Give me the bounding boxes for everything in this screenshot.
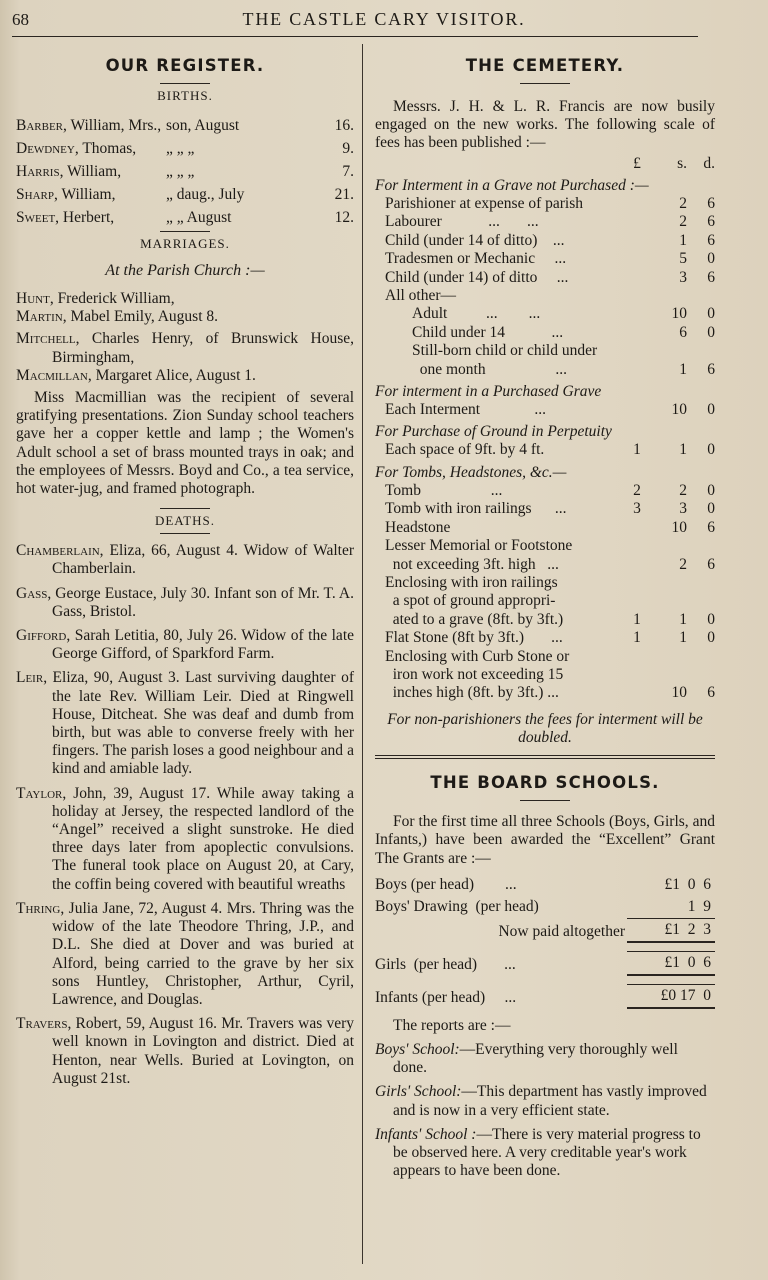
fee-pounds bbox=[615, 537, 659, 555]
header-rule bbox=[12, 36, 698, 37]
birth-name bbox=[16, 137, 166, 160]
marriages-list bbox=[16, 290, 354, 385]
fee-label: Adult ... ... bbox=[412, 305, 541, 323]
fee-pounds bbox=[615, 324, 659, 342]
grant-row bbox=[375, 874, 715, 896]
fee-pence: 0 bbox=[707, 629, 715, 647]
fee-pounds bbox=[615, 232, 659, 250]
grant-label: Infants (per head) ... bbox=[375, 988, 517, 1006]
fee-label: not exceeding 3ft. high ... bbox=[385, 555, 559, 573]
birth-detail: „ „ „ bbox=[166, 140, 195, 157]
death-entry bbox=[16, 542, 354, 578]
fee-section-title: For Purchase of Ground in Perpetuity bbox=[375, 423, 612, 441]
birth-detail: son, August bbox=[166, 117, 240, 134]
section-rule bbox=[375, 755, 715, 759]
fee-pounds bbox=[615, 574, 659, 592]
death-text: , Eliza, 90, August 3. Last surviving daughter of the late Rev. William Leir. Died at Ringwell House, Ditcheat. She was deaf and dumb from birth, but was able to converse freely with her fingers. The parish loses a good neighbour and a kind and amiable lady. bbox=[43, 669, 354, 778]
given-names: , Herbert, bbox=[55, 209, 115, 226]
fee-table bbox=[375, 177, 715, 703]
fee-label: Each Interment ... bbox=[385, 401, 546, 419]
schools-title: THE BOARD SCHOOLS. bbox=[430, 773, 660, 793]
fee-shillings bbox=[659, 648, 687, 666]
fee-pence: 6 bbox=[707, 213, 715, 231]
fee-pence: 6 bbox=[707, 268, 715, 286]
fee-label: Child (under 14) of ditto ... bbox=[385, 268, 569, 286]
fee-pence: 0 bbox=[707, 401, 715, 419]
fee-shillings bbox=[659, 537, 687, 555]
fee-pence bbox=[687, 574, 715, 592]
fee-row bbox=[375, 519, 715, 537]
death-entry bbox=[16, 1015, 354, 1088]
reports-intro: The reports are :— bbox=[393, 1016, 511, 1034]
surname: Chamberlain bbox=[16, 542, 100, 560]
fee-pence: 0 bbox=[707, 610, 715, 628]
fee-row bbox=[375, 648, 715, 666]
fee-pence bbox=[687, 342, 715, 360]
fee-row bbox=[375, 213, 715, 231]
births-heading: BIRTHS. bbox=[157, 88, 213, 103]
death-entry bbox=[16, 627, 354, 663]
death-entry bbox=[16, 669, 354, 778]
surname: Macmillan bbox=[16, 366, 88, 384]
surname: Harris bbox=[16, 163, 60, 180]
grant-row bbox=[375, 984, 715, 1009]
fee-pence: 6 bbox=[707, 360, 715, 378]
deaths-heading: DEATHS. bbox=[154, 513, 216, 529]
grant-label: Boys (per head) ... bbox=[375, 875, 517, 893]
birth-detail: „ daug., July bbox=[166, 186, 245, 203]
fee-pence: 6 bbox=[707, 555, 715, 573]
surname: Sweet bbox=[16, 209, 56, 226]
register-column bbox=[16, 48, 354, 1094]
fee-pence: 0 bbox=[707, 441, 715, 459]
fee-shillings bbox=[659, 287, 687, 305]
fee-label: Child under 14 ... bbox=[412, 323, 564, 341]
fee-shillings: 5 bbox=[679, 250, 687, 268]
fee-row bbox=[375, 500, 715, 518]
fee-pounds bbox=[615, 361, 659, 379]
fee-row bbox=[375, 401, 715, 419]
report-text: —There is very material progress to be observed here. A very creditable year's work appears to have been done. bbox=[393, 1125, 701, 1180]
fee-label: Lesser Memorial or Footstone bbox=[385, 537, 573, 555]
fee-row bbox=[375, 324, 715, 342]
fee-shillings bbox=[659, 574, 687, 592]
register-title: OUR REGISTER. bbox=[105, 56, 265, 75]
divider bbox=[160, 231, 210, 232]
birth-entry bbox=[16, 160, 354, 183]
surname: Gass bbox=[16, 584, 48, 602]
fee-row bbox=[375, 195, 715, 213]
fee-shillings: 1 bbox=[679, 610, 687, 628]
names: , Mabel Emily, August 8. bbox=[62, 308, 219, 326]
grant-row bbox=[375, 896, 715, 918]
cemetery-title: THE CEMETERY. bbox=[465, 56, 625, 75]
death-entry bbox=[16, 785, 354, 894]
cemetery-intro: Messrs. J. H. & L. R. Francis are now busily engaged on the new works. The following scale of fees has been published :— bbox=[375, 98, 715, 152]
surname: Gifford bbox=[16, 627, 67, 645]
fee-row bbox=[375, 361, 715, 379]
death-text: , Julia Jane, 72, August 4. Mrs. Thring was the widow of the late Theodore Thring, J.P., and D.L. She died at Dover and was buried at Alford, being carried to the grave by her six sons Huntley, Christopher, Arthur, Cyril, Lawrence, and Douglas. bbox=[52, 899, 354, 1008]
fee-row bbox=[375, 556, 715, 574]
fee-shillings: 10 bbox=[671, 518, 687, 536]
fee-shillings: 6 bbox=[679, 323, 687, 341]
report-school: Boys' School: bbox=[375, 1040, 460, 1058]
fee-shillings: 1 bbox=[679, 629, 687, 647]
fee-pence: 6 bbox=[707, 231, 715, 249]
fee-label: a spot of ground appropri- bbox=[385, 592, 556, 610]
fee-label: Tradesmen or Mechanic ... bbox=[385, 250, 567, 268]
fee-row bbox=[375, 441, 715, 459]
fee-row bbox=[375, 232, 715, 250]
fee-row bbox=[375, 305, 715, 323]
fee-row bbox=[375, 611, 715, 629]
report-school: Infants' School : bbox=[375, 1125, 477, 1143]
fee-row bbox=[375, 666, 715, 684]
fee-shillings: 2 bbox=[679, 195, 687, 213]
fee-column-heads bbox=[375, 155, 715, 173]
fee-label: Each space of 9ft. by 4 ft. bbox=[385, 441, 545, 459]
given-names: , William, bbox=[59, 163, 122, 180]
divider bbox=[520, 800, 570, 801]
fee-label: Enclosing with iron railings bbox=[385, 573, 558, 591]
divider bbox=[520, 83, 570, 84]
fee-shillings: 10 bbox=[671, 684, 687, 702]
surname: Martin bbox=[16, 308, 63, 326]
birth-entry bbox=[16, 183, 354, 206]
fee-label: iron work not exceeding 15 bbox=[385, 665, 564, 683]
fee-label: All other— bbox=[385, 287, 457, 305]
fee-label: ated to a grave (8ft. by 3ft.) bbox=[385, 610, 564, 628]
grant-row bbox=[375, 918, 715, 943]
grant-label: Girls (per head) ... bbox=[375, 955, 516, 973]
fee-row bbox=[375, 250, 715, 268]
running-title: THE CASTLE CARY VISITOR. bbox=[242, 9, 526, 29]
fee-pounds: 1 bbox=[633, 610, 641, 628]
birth-date: 21. bbox=[334, 186, 354, 203]
fee-shillings: 1 bbox=[679, 441, 687, 459]
fee-pence: 0 bbox=[707, 481, 715, 499]
surname: Leir bbox=[16, 669, 44, 687]
surname: Dewdney bbox=[16, 140, 75, 157]
page-header bbox=[0, 6, 768, 36]
fee-pounds bbox=[615, 287, 659, 305]
fee-pence bbox=[687, 648, 715, 666]
surname: Thring bbox=[16, 899, 61, 917]
fee-row bbox=[375, 287, 715, 305]
fee-pounds bbox=[615, 592, 659, 610]
divider bbox=[160, 508, 210, 509]
marriages-heading: MARRIAGES. bbox=[140, 236, 230, 251]
fee-label: Labourer ... ... bbox=[385, 213, 539, 231]
grant-row bbox=[375, 951, 715, 976]
surname: Mitchell bbox=[16, 330, 76, 348]
birth-detail: „ „ August bbox=[166, 209, 232, 226]
fee-pence: 0 bbox=[707, 500, 715, 518]
report-entry bbox=[375, 1083, 715, 1119]
death-text: , John, 39, August 17. While away taking a holiday at Jersey, the respected landlord of the “Angel” received a slight sunstroke. He died three days later from apoplectic convulsions. The funeral took place on August 20, at Cary, the coffin being covered with beautiful wreaths bbox=[52, 784, 354, 893]
fee-pounds bbox=[615, 250, 659, 268]
marriage-entry bbox=[16, 290, 354, 326]
surname: Barber bbox=[16, 117, 64, 134]
death-text: , Eliza, 66, August 4. Widow of Walter Chamberlain. bbox=[52, 542, 354, 578]
fee-label: Headstone bbox=[385, 518, 451, 536]
fee-shillings: 2 bbox=[679, 213, 687, 231]
fee-footnote: For non-parishioners the fees for interment will be doubled. bbox=[387, 710, 703, 746]
right-column bbox=[375, 48, 715, 1186]
fee-row bbox=[375, 592, 715, 610]
grant-amount: £1 0 6 bbox=[664, 875, 711, 893]
fee-pounds bbox=[615, 519, 659, 537]
report-text: —This department has vastly improved and is now in a very efficient state. bbox=[393, 1083, 707, 1119]
fee-pence: 6 bbox=[707, 518, 715, 536]
divider bbox=[160, 533, 210, 534]
birth-date: 7. bbox=[342, 163, 354, 180]
fee-shillings: 10 bbox=[671, 401, 687, 419]
fee-shillings bbox=[659, 666, 687, 684]
fee-row bbox=[375, 482, 715, 500]
fee-pounds bbox=[615, 195, 659, 213]
fee-row bbox=[375, 269, 715, 287]
grant-amount: £1 2 3 bbox=[627, 918, 715, 943]
fee-section-title: For interment in a Purchased Grave bbox=[375, 383, 602, 401]
fee-pence: 6 bbox=[707, 195, 715, 213]
fee-pounds bbox=[615, 684, 659, 702]
fee-row bbox=[375, 574, 715, 592]
fee-section-title: For Tombs, Headstones, &c.— bbox=[375, 463, 567, 481]
fee-label: Enclosing with Curb Stone or bbox=[385, 647, 570, 665]
fee-shillings bbox=[659, 592, 687, 610]
fee-shillings: 1 bbox=[679, 360, 687, 378]
fee-pounds bbox=[615, 305, 659, 323]
grant-amount: £0 17 0 bbox=[627, 984, 715, 1009]
fee-shillings: 1 bbox=[679, 231, 687, 249]
fee-pence: 0 bbox=[707, 305, 715, 323]
grant-label: Now paid altogether bbox=[498, 922, 625, 940]
fee-label: Tomb ... bbox=[385, 481, 503, 499]
marriage-place: At the Parish Church :— bbox=[105, 262, 265, 279]
fee-label: inches high (8ft. by 3ft.) ... bbox=[385, 684, 559, 702]
fee-pounds: 3 bbox=[633, 500, 641, 518]
fee-pounds bbox=[615, 556, 659, 574]
col-head-pence: d. bbox=[703, 154, 715, 172]
grants-table bbox=[375, 874, 715, 1009]
fee-row bbox=[375, 537, 715, 555]
fee-label: Tomb with iron railings ... bbox=[385, 500, 567, 518]
birth-entry bbox=[16, 206, 354, 229]
fee-label: Parishioner at expense of parish bbox=[385, 195, 583, 213]
fee-label: Child (under 14 of ditto) ... bbox=[385, 231, 565, 249]
birth-name bbox=[16, 206, 166, 229]
fee-pounds bbox=[615, 213, 659, 231]
marriage-groom bbox=[16, 330, 354, 366]
col-head-pounds: £ bbox=[633, 154, 641, 172]
fee-pounds: 1 bbox=[633, 629, 641, 647]
fee-shillings: 10 bbox=[671, 305, 687, 323]
surname: Travers bbox=[16, 1015, 68, 1033]
birth-name bbox=[16, 114, 166, 137]
fee-pounds bbox=[615, 401, 659, 419]
report-entry bbox=[375, 1040, 715, 1077]
death-entry bbox=[16, 900, 354, 1009]
marriage-note: Miss Macmillian was the recipient of several gratifying presentations. Zion Sunday school teachers gave her a copper kettle and lamp ; the Women's Adult school a set of brass mounted trays in oak; and the employees of Messrs. Boyd and Co., a tea service, hot water-jug, and framed photograph. bbox=[16, 389, 354, 498]
death-entry bbox=[16, 585, 354, 621]
death-text: , Sarah Letitia, 80, July 26. Widow of the late George Gifford, of Sparkford Farm. bbox=[52, 627, 354, 663]
fee-pounds: 1 bbox=[633, 441, 641, 459]
surname: Sharp bbox=[16, 186, 54, 203]
names: , Margaret Alice, August 1. bbox=[87, 366, 256, 384]
grant-amount: £1 0 6 bbox=[627, 951, 715, 976]
fee-pence bbox=[687, 287, 715, 305]
fee-pounds bbox=[615, 269, 659, 287]
fee-pence bbox=[687, 592, 715, 610]
fee-row bbox=[375, 684, 715, 702]
marriage-groom bbox=[16, 290, 354, 308]
column-divider bbox=[362, 44, 363, 1264]
marriage-bride bbox=[16, 367, 354, 385]
reports-list bbox=[375, 1041, 715, 1180]
report-school: Girls' School: bbox=[375, 1083, 462, 1101]
fee-pounds: 2 bbox=[633, 481, 641, 499]
grant-amount: 1 9 bbox=[687, 897, 711, 915]
grant-label: Boys' Drawing (per head) bbox=[375, 897, 539, 915]
given-names: , William, Mrs., bbox=[63, 117, 162, 134]
given-names: , Thomas, bbox=[74, 140, 137, 157]
fee-section-title: For Interment in a Grave not Purchased :— bbox=[375, 177, 649, 195]
fee-shillings: 3 bbox=[679, 500, 687, 518]
fee-pence: 6 bbox=[707, 684, 715, 702]
fee-shillings: 3 bbox=[679, 268, 687, 286]
birth-date: 12. bbox=[334, 209, 354, 226]
fee-pence bbox=[687, 666, 715, 684]
birth-date: 9. bbox=[342, 140, 354, 157]
fee-pence: 0 bbox=[707, 250, 715, 268]
fee-shillings: 2 bbox=[679, 481, 687, 499]
fee-pence: 0 bbox=[707, 323, 715, 341]
marriage-bride bbox=[16, 308, 354, 326]
marriage-entry bbox=[16, 330, 354, 385]
given-names: , William, bbox=[53, 186, 116, 203]
names: , Frederick William, bbox=[49, 290, 175, 307]
deaths-list bbox=[16, 542, 354, 1088]
fee-row bbox=[375, 342, 715, 360]
fee-pounds bbox=[615, 648, 659, 666]
fee-label: Flat Stone (8ft by 3ft.) ... bbox=[385, 629, 563, 647]
fee-pounds bbox=[615, 342, 659, 360]
schools-intro: For the first time all three Schools (Boys, Girls, and Infants,) have been awarded the “Excellent” Grant The Grants are :— bbox=[375, 813, 715, 867]
death-text: , Robert, 59, August 16. Mr. Travers was very well known in Lovington and district. Died at Henton, near Wells. Buried at Lovington, on August 21st. bbox=[52, 1015, 354, 1087]
surname: Taylor bbox=[16, 784, 63, 802]
surname: Hunt bbox=[16, 290, 50, 307]
birth-name bbox=[16, 183, 166, 206]
fee-shillings: 2 bbox=[679, 555, 687, 573]
fee-shillings bbox=[659, 342, 687, 360]
fee-row bbox=[375, 629, 715, 647]
names: , Charles Henry, of Brunswick House, Birmingham, bbox=[52, 330, 354, 366]
fee-label: one month ... bbox=[412, 360, 567, 378]
birth-detail: „ „ „ bbox=[166, 163, 195, 180]
divider bbox=[160, 83, 210, 84]
birth-name bbox=[16, 160, 166, 183]
births-list bbox=[16, 114, 354, 229]
report-entry bbox=[375, 1125, 715, 1181]
fee-pounds bbox=[615, 666, 659, 684]
report-text: —Everything very thoroughly well done. bbox=[393, 1040, 678, 1077]
birth-date: 16. bbox=[334, 117, 354, 134]
page-number: 68 bbox=[12, 10, 29, 29]
birth-entry bbox=[16, 137, 354, 160]
fee-label: Still-born child or child under bbox=[412, 342, 598, 360]
death-text: , George Eustace, July 30. Infant son of Mr. T. A. Gass, Bristol. bbox=[47, 584, 354, 620]
fee-pence bbox=[687, 537, 715, 555]
col-head-shillings: s. bbox=[677, 154, 687, 172]
birth-entry bbox=[16, 114, 354, 137]
